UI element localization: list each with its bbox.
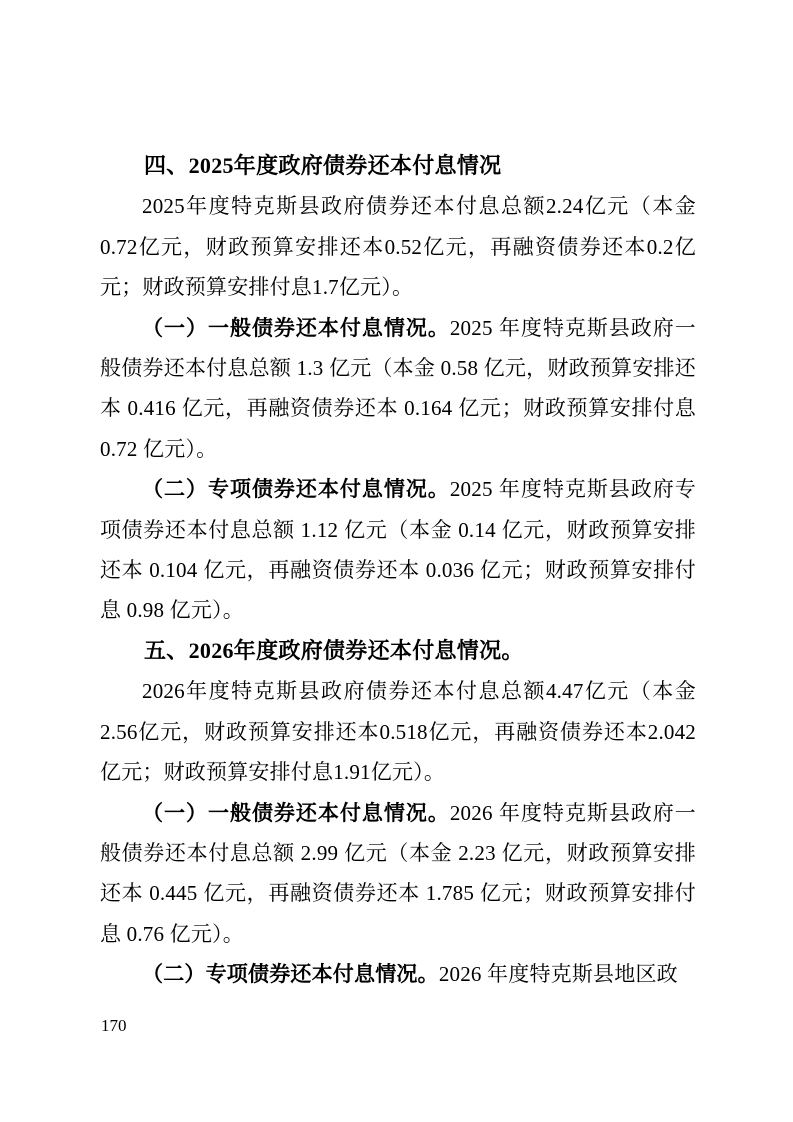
paragraph-2026-total (100, 671, 696, 792)
paragraph-2025-total (100, 186, 696, 307)
paragraph-2025-general-bonds (100, 308, 696, 470)
paragraph-2026-general-bonds (100, 793, 696, 955)
paragraph-2026-special-bonds (100, 954, 696, 994)
document-body (100, 146, 696, 995)
paragraph-lead: （二）专项债券还本付息情况。 (142, 477, 450, 502)
section-heading-5: 五、2026年度政府债券还本付息情况。 (144, 637, 524, 663)
paragraph-lead: （一）一般债券还本付息情况。 (142, 800, 450, 825)
paragraph-lead: （二）专项债券还本付息情况。 (142, 962, 439, 987)
paragraph-text: 2026 年度特克斯县地区政 (438, 962, 678, 987)
paragraph-text: 2026年度特克斯县政府债券还本付息总额4.47亿元（本金2.56亿元，财政预算安排还本0.518亿元，再融资债券还本2.042亿元；财政预算安排付息1.91亿元）。 (100, 679, 696, 785)
page-number: 170 (101, 1016, 127, 1035)
paragraph-lead: （一）一般债券还本付息情况。 (142, 315, 450, 340)
paragraph-text: 2026 年度特克斯县政府一般债券还本付息总额 2.99 亿元（本金 2.23 亿元，财政预算安排还本 0.445 亿元，再融资债券还本 1.785 亿元；财政预算安排付息 0.76 亿元）。 (100, 800, 696, 946)
paragraph-text: 2025 年度特克斯县政府专项债券还本付息总额 1.12 亿元（本金 0.14 亿元，财政预算安排还本 0.104 亿元，再融资债券还本 0.036 亿元；财政预算安排付息 0.98 亿元）。 (100, 477, 696, 623)
paragraph-text: 2025年度特克斯县政府债券还本付息总额2.24亿元（本金0.72亿元，财政预算安排还本0.52亿元，再融资债券还本0.2亿元；财政预算安排付息1.7亿元）。 (100, 194, 696, 300)
paragraph-text: 2025 年度特克斯县政府一般债券还本付息总额 1.3 亿元（本金 0.58 亿元，财政预算安排还本 0.416 亿元，再融资债券还本 0.164 亿元；财政预算安排付息 0.72 亿元）。 (100, 315, 696, 461)
paragraph-2025-special-bonds (100, 469, 696, 631)
section-heading-4: 四、2025年度政府债券还本付息情况 (144, 153, 502, 178)
